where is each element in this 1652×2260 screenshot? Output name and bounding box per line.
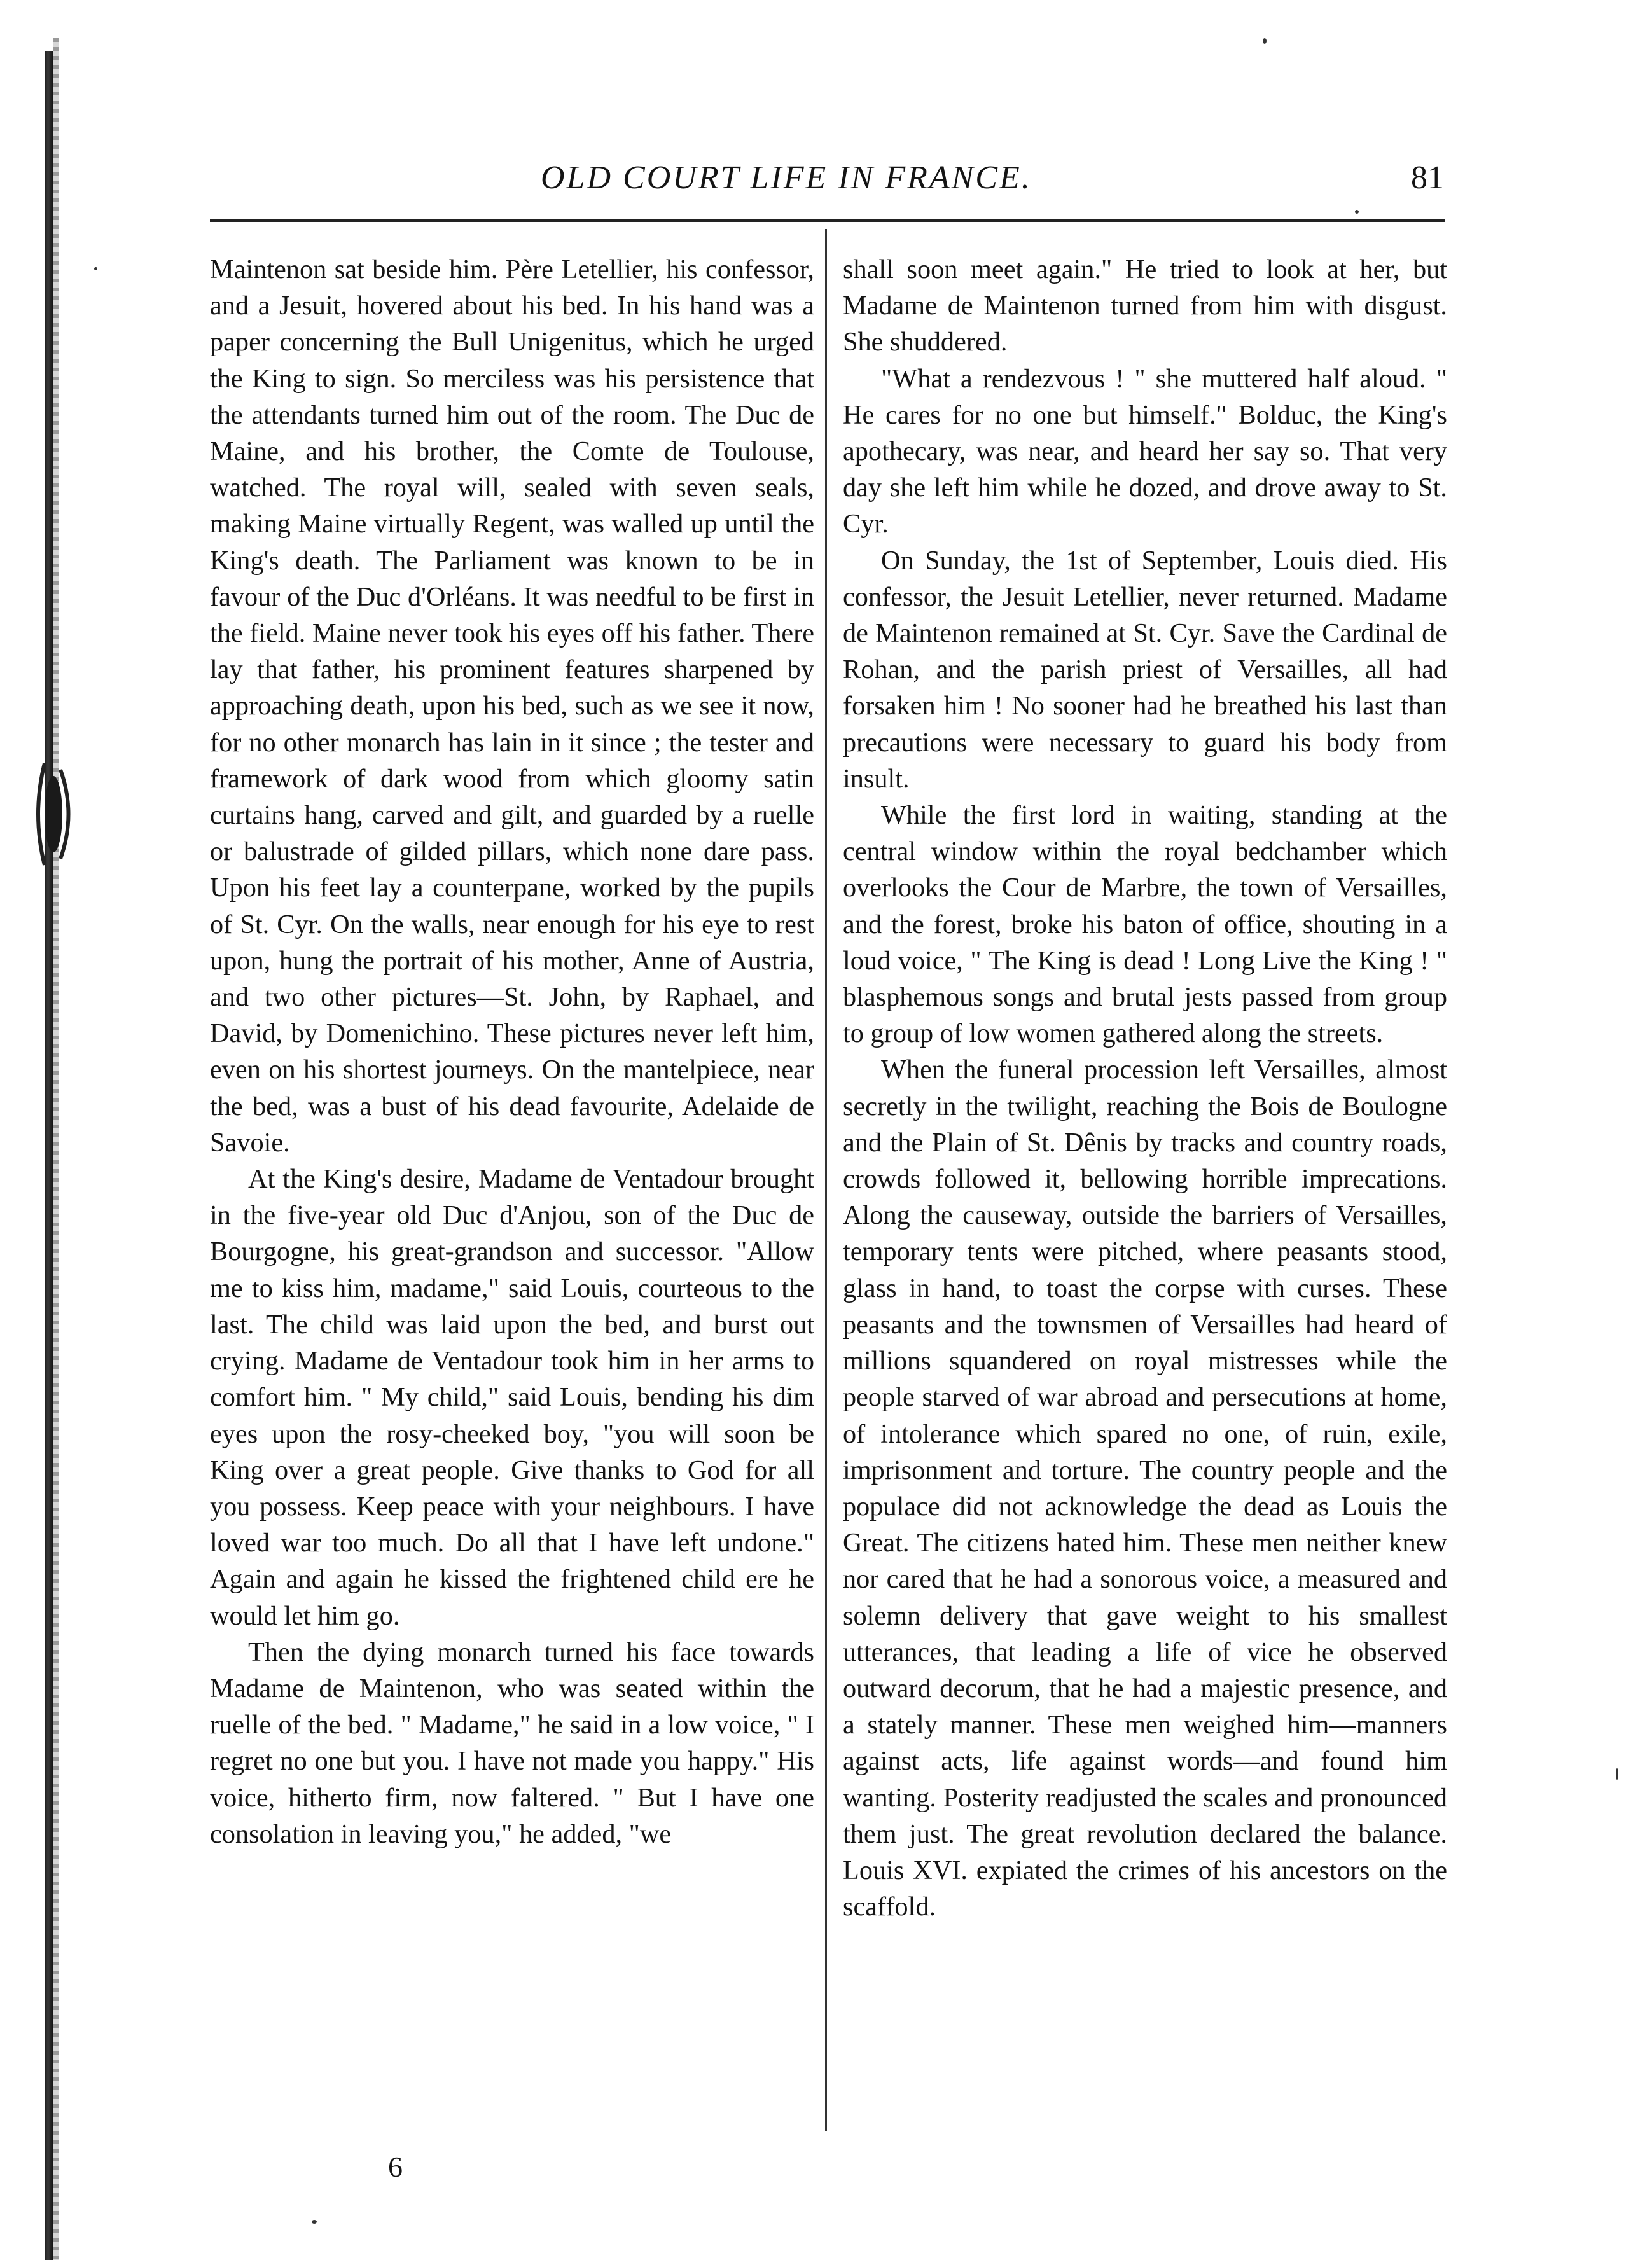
binding-clip-mark bbox=[25, 751, 83, 878]
ink-speck bbox=[312, 2220, 317, 2224]
paragraph: At the King's desire, Madame de Ventadour brought in the five-year old Duc d'Anjou, son of the Duc de Bourgogne, his great-grandson and successor. "Allow me to kiss him, madame," said Louis, courteous to the last. The child was laid upon the bed, and burst out crying. Madame de Ventadour took him in her arms to comfort him. " My child," said Louis, bending his dim eyes upon the rosy-cheeked boy, "you will soon be King over a great people. Give thanks to God for all you possess. Keep peace with your neighbours. I have loved war too much. Do all that I have left undone." Again and again he kissed the frightened child ere he would let him go. bbox=[210, 1164, 814, 1631]
ink-speck bbox=[94, 267, 97, 270]
right-column bbox=[843, 251, 1447, 1925]
paragraph: Then the dying monarch turned his face towards Madame de Maintenon, who was seated within the ruelle of the bed. " Madame," he said in a low voice, " I regret no one but you. I have not made you happy." His voice, hitherto firm, now faltered. " But I have one consolation in leaving you," he added, "we bbox=[210, 1637, 814, 1849]
paragraph: Maintenon sat beside him. Père Letellier, his confessor, and a Jesuit, hovered about his bed. In his hand was a paper concerning the Bull Unigenitus, which he urged the King to sign. So merciless was his persistence that the attendants turned him out of the room. The Duc de Maine, and his brother, the Comte de Toulouse, watched. The royal will, sealed with seven seals, making Maine virtually Regent, was walled up until the King's death. The Parliament was known to be in favour of the Duc d'Orléans. It was needful to be first in the field. Maine never took his eyes off his father. There lay that father, his prominent features sharpened by approaching death, upon his bed, such as we see it now, for no other monarch has lain in it since ; the tester and framework of dark wood from which gloomy satin curtains hang, carved and gilt, and guarded by a ruelle or balustrade of gilded pillars, which none dare pass. Upon his feet lay a counterpane, worked by the pupils of St. Cyr. On the walls, near enough for his eye to rest upon, hung the portrait of his mother, Anne of Austria, and two other pictures—St. John, by Raphael, and David, by Domenichino. These pictures never left him, even on his shortest journeys. On the mantelpiece, near the bed, was a bust of his dead favourite, Adelaide de Savoie. bbox=[210, 254, 814, 1158]
left-column bbox=[210, 251, 814, 1852]
ink-speck bbox=[1263, 38, 1267, 44]
paragraph: "What a rendezvous ! " she muttered half aloud. " He cares for no one but himself." Bolduc, the King's apothecary, was near, and heard her say so. That very day she left him while he dozed, and drove away to St. Cyr. bbox=[843, 363, 1447, 539]
binding-edge bbox=[45, 51, 53, 2260]
signature-mark: 6 bbox=[388, 2151, 403, 2183]
paragraph: On Sunday, the 1st of September, Louis died. His confessor, the Jesuit Letellier, never returned. Madame de Maintenon remained at St. Cyr. Save the Cardinal de Rohan, and the parish priest of Versailles, all had forsaken him ! No sooner had he breathed his last than precautions were necessary to guard his body from insult. bbox=[843, 545, 1447, 794]
paragraph: shall soon meet again." He tried to look at her, but Madame de Maintenon turned from him with disgust. She shuddered. bbox=[843, 254, 1447, 357]
header-rule bbox=[210, 219, 1445, 222]
running-title: OLD COURT LIFE IN FRANCE. bbox=[541, 160, 1032, 196]
ink-speck bbox=[1355, 210, 1359, 214]
ink-speck bbox=[1616, 1768, 1618, 1780]
page-number: 81 bbox=[1411, 160, 1444, 196]
paragraph: While the first lord in waiting, standing at the central window within the royal bedchamber which overlooks the Cour de Marbre, the town of Versailles, and the forest, broke his baton of office, shouting in a loud voice, " The King is dead ! Long Live the King ! " blasphemous songs and brutal jests passed from group to group of low women gathered along the streets. bbox=[843, 800, 1447, 1049]
paragraph: When the funeral procession left Versailles, almost secretly in the twilight, reaching the Bois de Boulogne and the Plain of St. Dênis by tracks and country roads, crowds followed it, bellowing horrible imprecations. Along the causeway, outside the barriers of Versailles, temporary tents were pitched, where peasants stood, glass in hand, to toast the corpse with curses. These peasants and the townsmen of Versailles had heard of millions squandered on royal mistresses while the people starved of war abroad and persecutions at home, of intolerance which spared no one, of ruin, exile, imprisonment and torture. The country people and the populace did not acknowledge the dead as Louis the Great. The citizens hated him. These men neither knew nor cared that he had a sonorous voice, a measured and solemn delivery that gave weight to his smallest utterances, that leading a life of vice he observed outward decorum, that he had a majestic presence, and a stately manner. These men weighed him—manners against acts, life against words—and found him wanting. Posterity readjusted the scales and pronounced them just. The great revolution declared the balance. Louis XVI. expiated the crimes of his ancestors on the scaffold. bbox=[843, 1055, 1447, 1922]
binding-stitch bbox=[53, 38, 59, 2260]
running-head bbox=[210, 159, 1444, 210]
column-divider bbox=[825, 229, 827, 2131]
